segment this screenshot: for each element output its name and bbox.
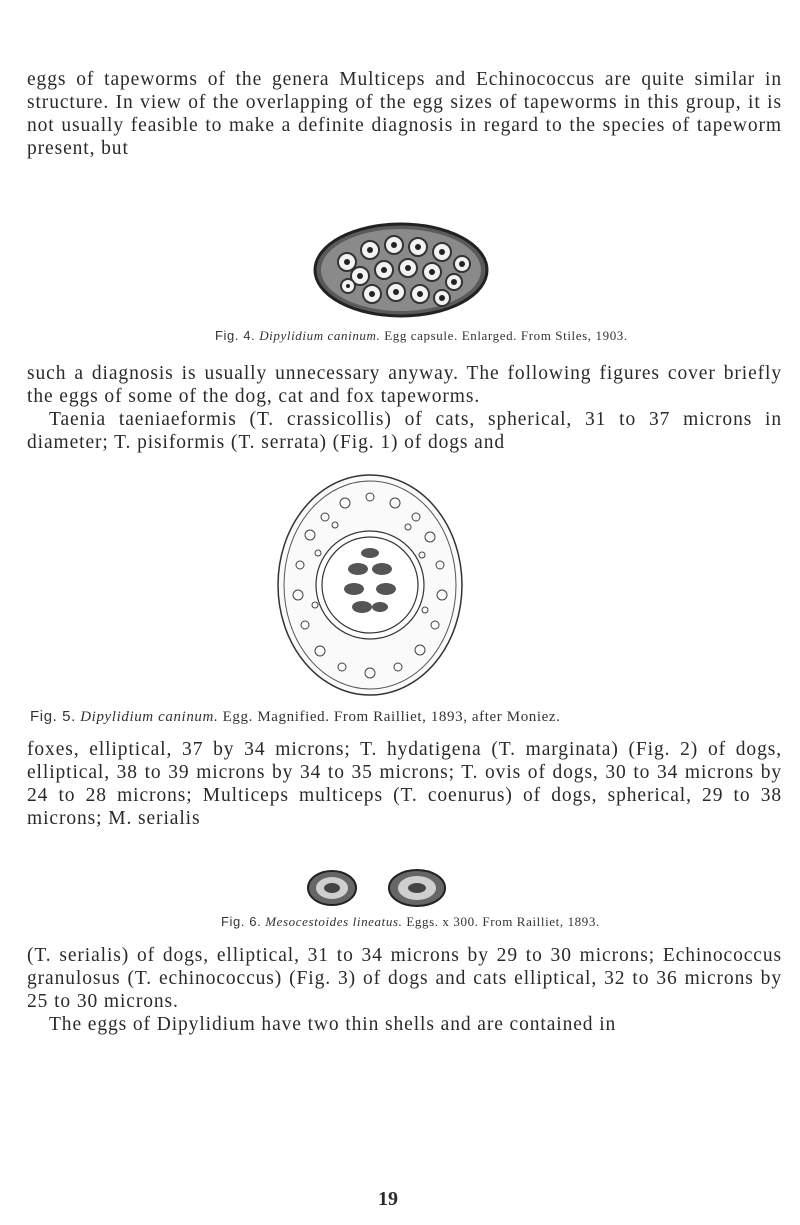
figure-6-caption xyxy=(221,914,600,930)
paragraph-2b: Taenia taeniaeformis (T. crassicollis) of cats, spherical, 31 to 37 microns in diameter; T. pisiformis (T. serrata) (Fig. 1) of dogs and xyxy=(27,409,782,453)
figure-4-caption xyxy=(215,328,628,344)
paragraph-2a: such a diagnosis is usually unnecessary anyway. The following figures cover briefly the eggs of some of the dog, cat and fox tapeworms. xyxy=(27,363,782,407)
figure-5-egg-image xyxy=(270,465,470,705)
figure-5-caption xyxy=(30,708,561,726)
page-number: 19 xyxy=(378,1188,398,1210)
figure-6-species: Mesocestoides lineatus. xyxy=(265,914,403,929)
figure-6-text: Eggs. x 300. From Railliet, 1893. xyxy=(406,914,600,929)
paragraph-1: eggs of tapeworms of the genera Multiceps and Echinococcus are quite similar in structure. In view of the overlapping of the egg sizes of tapeworms in this group, it is not usually feasible to make a definite diagnosis in regard to the species of tapeworm present, but xyxy=(27,69,782,159)
figure-5-species: Dipylidium caninum. xyxy=(80,709,219,725)
paragraph-4b: The eggs of Dipylidium have two thin shells and are contained in xyxy=(49,1014,617,1035)
figure-4-number: Fig. 4. xyxy=(215,328,256,343)
figure-5-number: Fig. 5. xyxy=(30,708,76,725)
paragraph-4a: (T. serialis) of dogs, elliptical, 31 to 34 microns by 29 to 30 microns; Echinococcus granulosus (T. echinococcus) (Fig. 3) of dogs and cats elliptical, 32 to 36 microns by 25 to 30 microns. xyxy=(27,945,782,1012)
figure-4-text: Egg capsule. Enlarged. From Stiles, 1903. xyxy=(384,328,628,343)
figure-4-egg-capsule-image xyxy=(312,220,490,320)
figure-5-text: Egg. Magnified. From Railliet, 1893, after Moniez. xyxy=(222,709,561,725)
figure-4-species: Dipylidium caninum. xyxy=(259,328,381,343)
figure-6-number: Fig. 6. xyxy=(221,914,262,929)
paragraph-3: foxes, elliptical, 37 by 34 microns; T. hydatigena (T. marginata) (Fig. 2) of dogs, elliptical, 38 to 39 microns by 34 to 35 microns; T. ovis of dogs, 30 to 34 microns by 24 to 28 microns; Multiceps multiceps (T. coenurus) of dogs, spherical, 29 to 38 microns; M. serialis xyxy=(27,739,782,829)
figure-6-eggs-image xyxy=(304,866,454,910)
